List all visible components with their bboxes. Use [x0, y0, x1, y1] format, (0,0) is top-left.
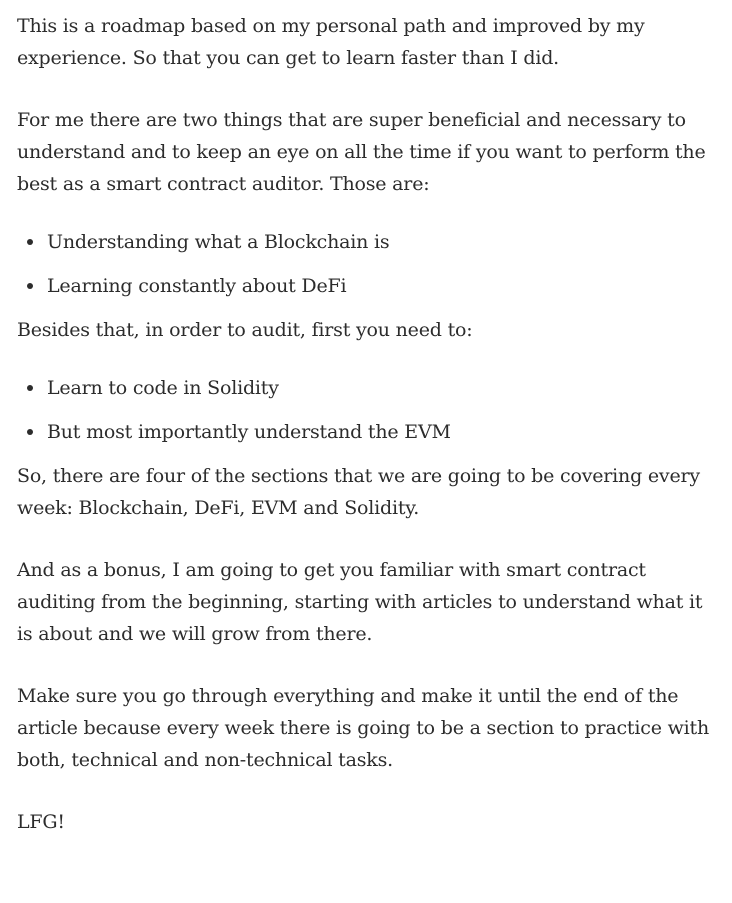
paragraph-two-things: For me there are two things that are super beneficial and necessary to understand and to keep an eye on all the time if you want to perform the best as a smart contract auditor. Those are: — [17, 109, 706, 195]
paragraph-sections: So, there are four of the sections that we are going to be covering every week: Blockchain, DeFi, EVM and Solidity. — [17, 465, 700, 519]
paragraph-bonus: And as a bonus, I am going to get you familiar with smart contract auditing from the beginning, starting with articles to understand what it is about and we will grow from there. — [17, 559, 703, 645]
list-item — [47, 270, 717, 302]
list-item-text: Learning constantly about DeFi — [47, 275, 347, 297]
list-item — [47, 372, 717, 404]
article-body — [17, 10, 717, 868]
paragraph-make-sure: Make sure you go through everything and make it until the end of the article because every week there is going to be a section to practice with both, technical and non-technical tasks. — [17, 685, 709, 771]
list-item — [47, 226, 717, 258]
bullet-icon — [27, 429, 33, 435]
bullet-icon — [27, 283, 33, 289]
bullet-icon — [27, 239, 33, 245]
list-item — [47, 416, 717, 448]
list-item-text: Understanding what a Blockchain is — [47, 231, 390, 253]
bullet-icon — [27, 385, 33, 391]
paragraph-besides: Besides that, in order to audit, first you need to: — [17, 319, 473, 341]
bullet-list-audit-prereqs — [17, 372, 717, 448]
bullet-list-fundamentals — [17, 226, 717, 302]
paragraph-lfg: LFG! — [17, 811, 65, 833]
paragraph-intro: This is a roadmap based on my personal path and improved by my experience. So that you can get to learn faster than I did. — [17, 15, 645, 69]
list-item-text: Learn to code in Solidity — [47, 377, 279, 399]
list-item-text: But most importantly understand the EVM — [47, 421, 451, 443]
